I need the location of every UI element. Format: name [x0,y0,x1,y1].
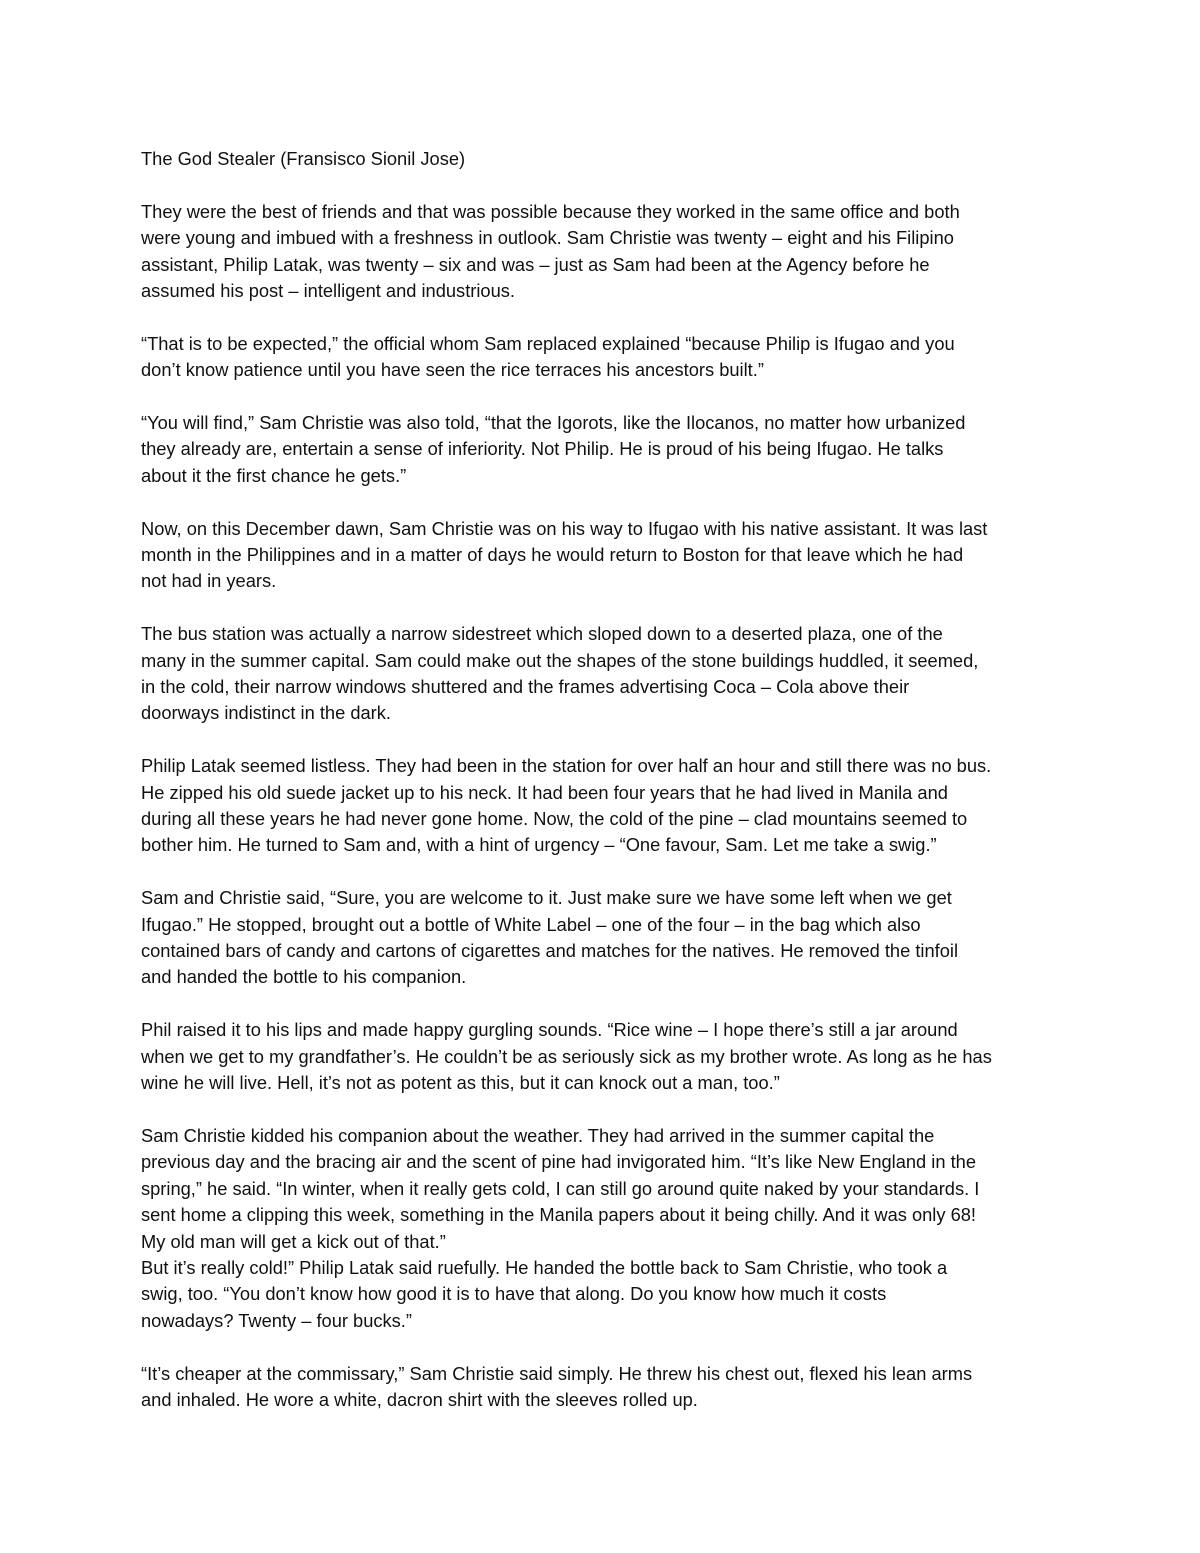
paragraph-line: They were the best of friends and that was possible because they worked in the same office and both [141,200,960,222]
paragraph [141,1361,1066,1414]
paragraph [141,885,1066,991]
paragraph-line: The bus station was actually a narrow sidestreet which sloped down to a deserted plaza, one of the [141,623,943,645]
paragraph [141,621,1066,727]
paragraph [141,753,1066,859]
paragraph-line: not had in years. [141,570,277,592]
document-title: The God Stealer (Fransisco Sionil Jose) [141,148,466,169]
paragraph-line: But it’s really cold!” Philip Latak said ruefully. He handed the bottle back to Sam Christie, who took a [141,1256,948,1278]
paragraph [141,1123,1066,1255]
paragraph-line: when we get to my grandfather’s. He couldn’t be as seriously sick as my brother wrote. As long as he has [141,1045,992,1067]
paragraph [141,410,1066,489]
paragraph-line: in the cold, their narrow windows shuttered and the frames advertising Coca – Cola above their [141,676,910,698]
paragraph-line: spring,” he said. “In winter, when it really gets cold, I can still go around quite naked by your standards. I [141,1177,980,1199]
document-body [141,146,1066,1440]
paragraph [141,1255,1066,1334]
paragraph-line: and inhaled. He wore a white, dacron shirt with the sleeves rolled up. [141,1388,698,1410]
paragraph-line: doorways indistinct in the dark. [141,702,391,724]
paragraph-line: they already are, entertain a sense of inferiority. Not Philip. He is proud of his being Ifugao. He talks [141,438,944,460]
paragraph-line: were young and imbued with a freshness in outlook. Sam Christie was twenty – eight and his Filipino [141,227,954,249]
paragraph-line: wine he will live. Hell, it’s not as potent as this, but it can knock out a man, too.” [141,1072,780,1094]
paragraph-list [141,199,1066,1414]
paragraph-line: previous day and the bracing air and the scent of pine had invigorated him. “It’s like New England in the [141,1151,977,1173]
paragraph-line: Sam and Christie said, “Sure, you are welcome to it. Just make sure we have some left when we get [141,887,952,909]
paragraph [141,199,1066,305]
paragraph-line: swig, too. “You don’t know how good it is to have that along. Do you know how much it costs [141,1283,887,1305]
paragraph-line: Ifugao.” He stopped, brought out a bottle of White Label – one of the four – in the bag which also [141,913,921,935]
paragraph [141,1017,1066,1096]
paragraph-line: Phil raised it to his lips and made happy gurgling sounds. “Rice wine – I hope there’s still a jar around [141,1019,958,1041]
paragraph-line: and handed the bottle to his companion. [141,966,467,988]
paragraph-line: “That is to be expected,” the official whom Sam replaced explained “because Philip is Ifugao and you [141,332,955,354]
paragraph [141,516,1066,595]
paragraph [141,331,1066,384]
paragraph-line: Sam Christie kidded his companion about the weather. They had arrived in the summer capital the [141,1124,935,1146]
paragraph-line: nowadays? Twenty – four bucks.” [141,1309,412,1331]
paragraph-line: month in the Philippines and in a matter of days he would return to Boston for that leave which he had [141,544,964,566]
paragraph-line: about it the first chance he gets.” [141,464,407,486]
paragraph-line: My old man will get a kick out of that.” [141,1230,446,1252]
paragraph-line: contained bars of candy and cartons of cigarettes and matches for the natives. He removed the tinfoil [141,940,959,962]
paragraph-line: assumed his post – intelligent and industrious. [141,280,515,302]
paragraph-line: He zipped his old suede jacket up to his neck. It had been four years that he had lived in Manila and [141,781,948,803]
paragraph-line: many in the summer capital. Sam could make out the shapes of the stone buildings huddled, it seemed, [141,649,979,671]
paragraph-line: “It’s cheaper at the commissary,” Sam Christie said simply. He threw his chest out, flexed his lean arms [141,1362,973,1384]
paragraph-line: sent home a clipping this week, something in the Manila papers about it being chilly. And it was only 68! [141,1204,976,1226]
paragraph-line: Now, on this December dawn, Sam Christie was on his way to Ifugao with his native assistant. It was last [141,517,988,539]
paragraph-line: assistant, Philip Latak, was twenty – six and was – just as Sam had been at the Agency before he [141,253,930,275]
paragraph-line: bother him. He turned to Sam and, with a hint of urgency – “One favour, Sam. Let me take a swig.” [141,834,937,856]
paragraph-line: “You will find,” Sam Christie was also told, “that the Igorots, like the Ilocanos, no matter how urbanized [141,412,966,434]
paragraph-line: Philip Latak seemed listless. They had been in the station for over half an hour and still there was no bus. [141,755,992,777]
paragraph-line: don’t know patience until you have seen the rice terraces his ancestors built.” [141,359,764,381]
paragraph-line: during all these years he had never gone home. Now, the cold of the pine – clad mountains seemed to [141,808,968,830]
